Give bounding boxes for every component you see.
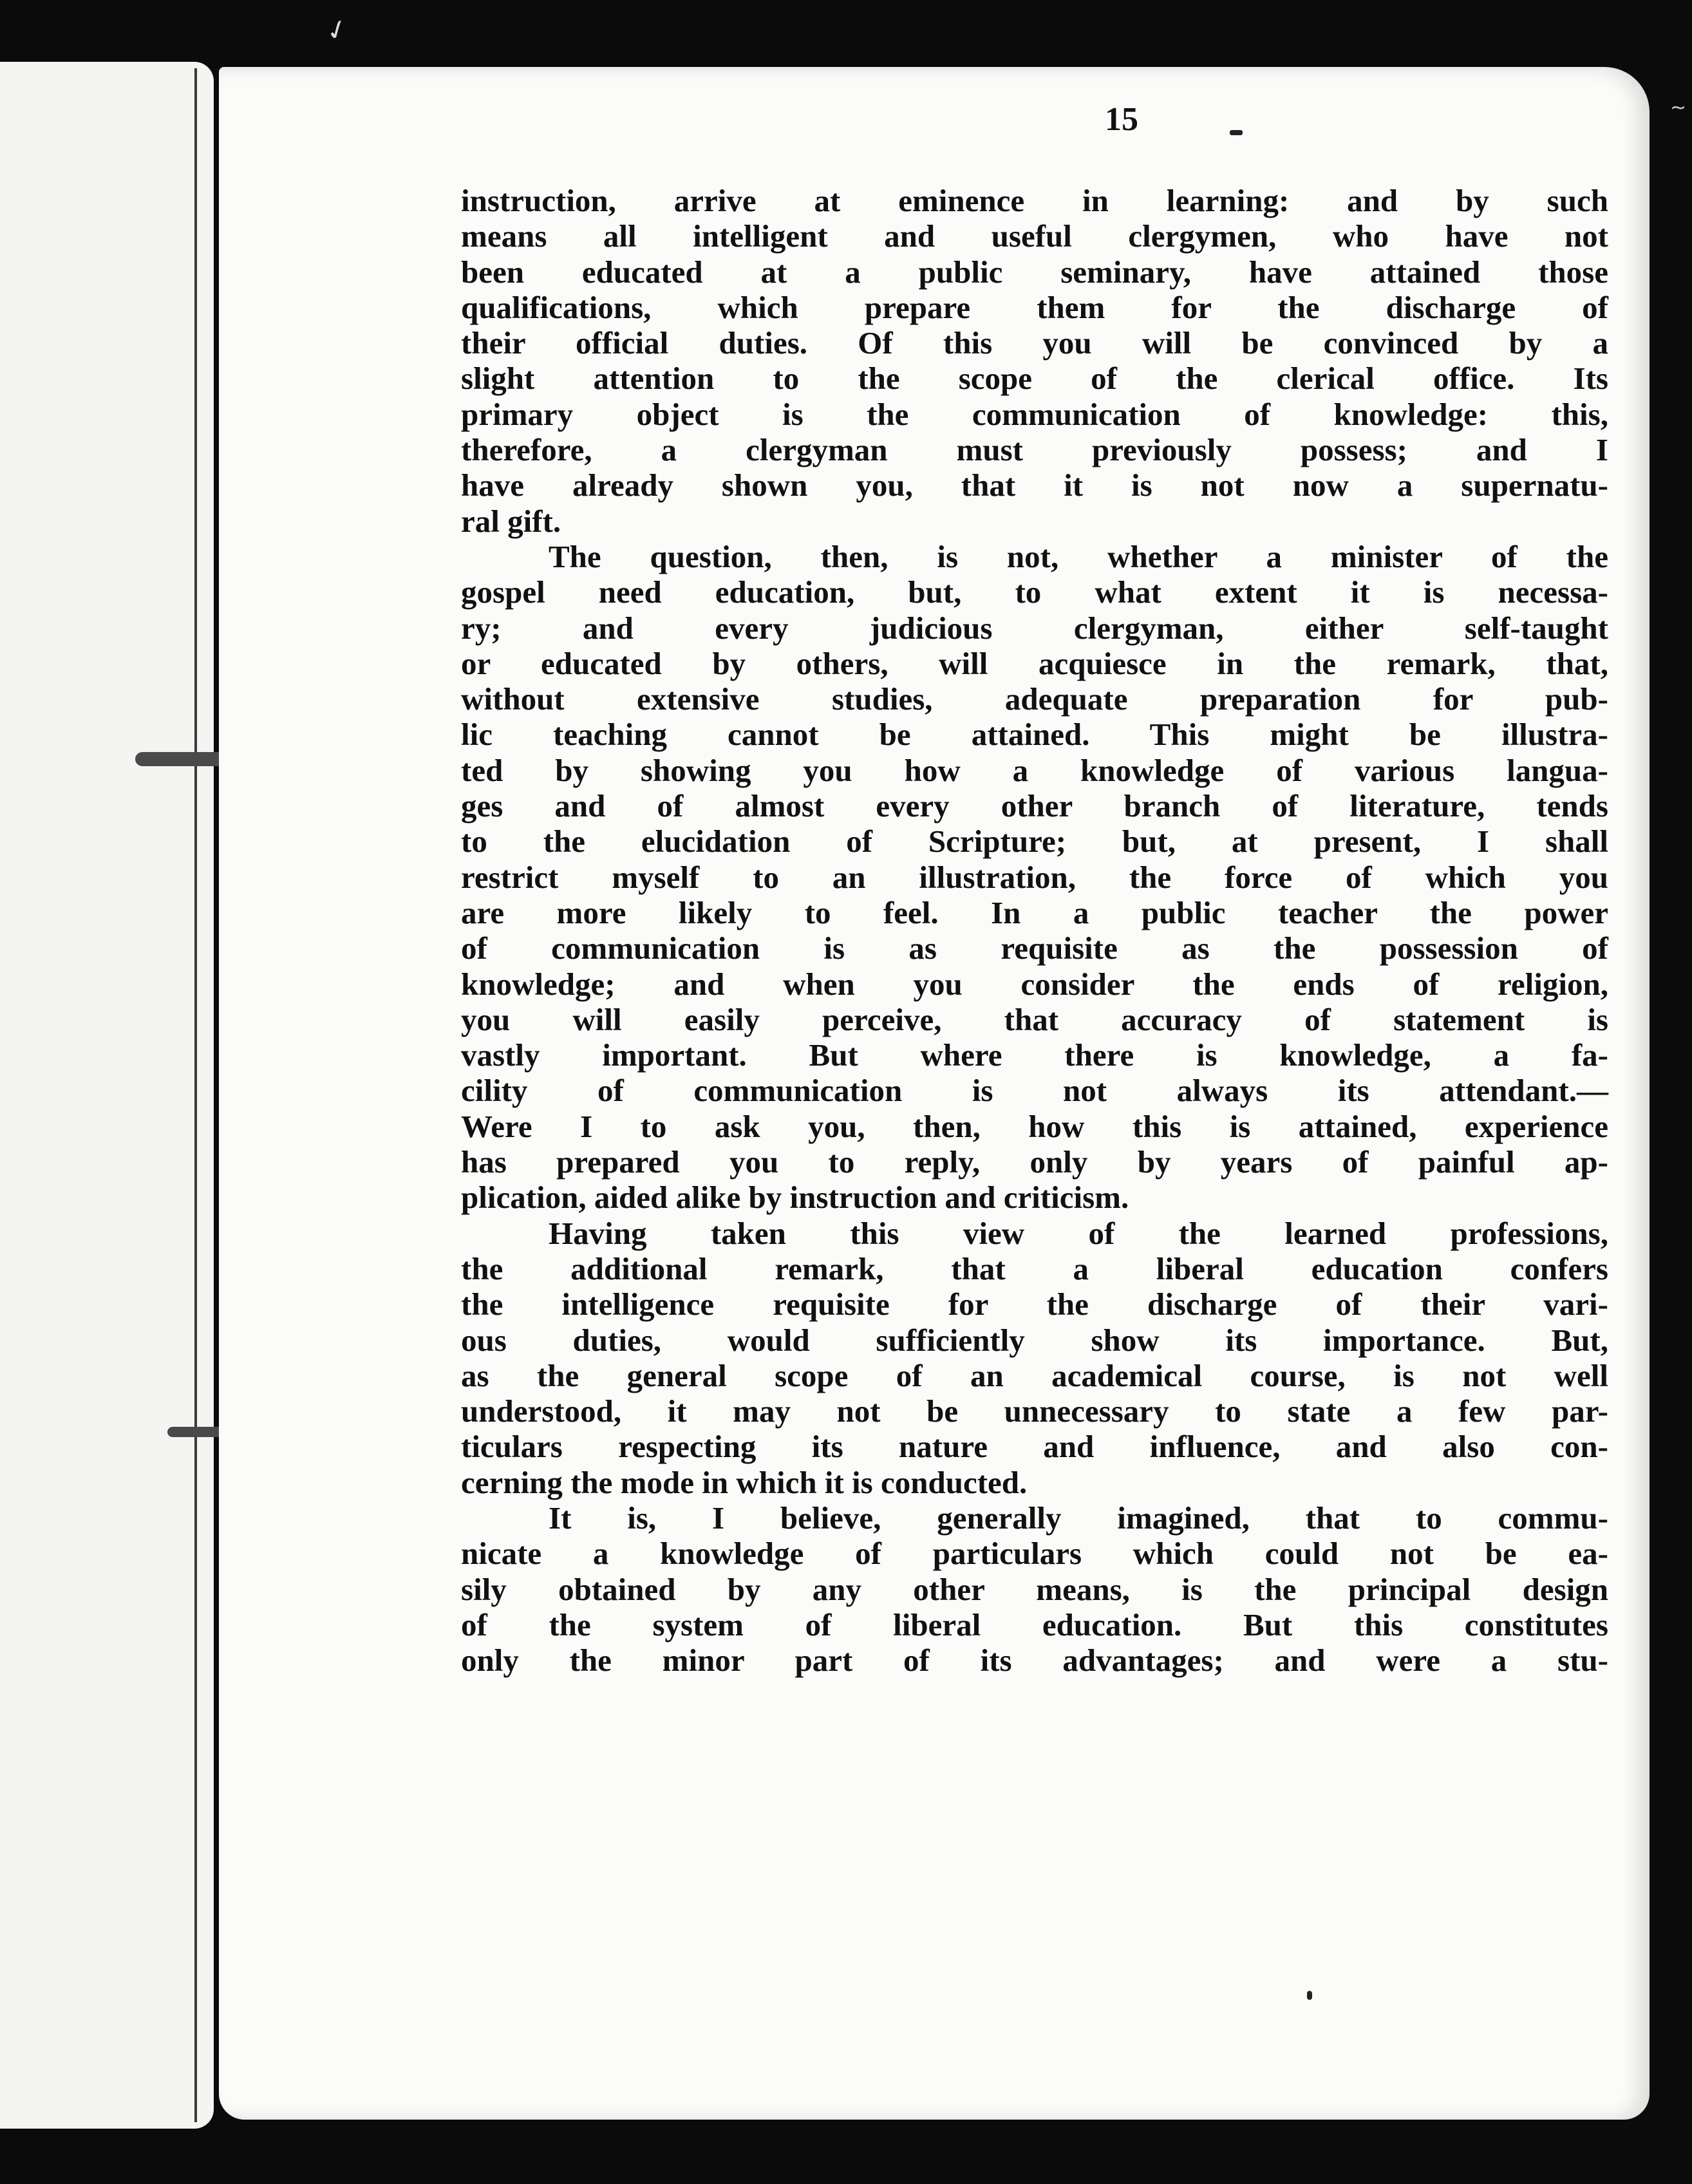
text-line: ted by showing you how a knowledge of various langua- [461,752,1608,788]
text-line: sily obtained by any other means, is the principal design [461,1571,1608,1607]
page-number: 15 [1105,101,1138,138]
text-line: knowledge; and when you consider the ends of religion, [461,966,1608,1002]
text-line: ous duties, would sufficiently show its importance. But, [461,1322,1608,1358]
text-line: restrict myself to an illustration, the force of which you [461,859,1608,895]
text-line: vastly important. But where there is knowledge, a fa- [461,1037,1608,1073]
text-line: plication, aided alike by instruction and criticism. [461,1180,1129,1216]
text-line: understood, it may not be unnecessary to state a few par- [461,1393,1608,1429]
text-line: ticulars respecting its nature and influence, and also con- [461,1429,1608,1465]
text-line: Having taken this view of the learned professions, [549,1215,1608,1251]
text-line: Were I to ask you, then, how this is attained, experience [461,1108,1608,1144]
text-line: the intelligence requisite for the discharge of their vari- [461,1286,1608,1323]
text-line: to the elucidation of Scripture; but, at present, I shall [461,824,1608,860]
text-line: slight attention to the scope of the clerical office. Its [461,361,1608,397]
text-line: means all intelligent and useful clergymen, who have not [461,218,1608,254]
print-speck-mark [1307,1991,1312,2000]
scan-edge-mark: ~ [1670,97,1687,119]
text-line: have already shown you, that it is not now a supernatu- [461,467,1608,504]
left-page-edge [0,62,214,2129]
text-line: primary object is the communication of knowledge: this, [461,396,1608,432]
text-line: qualifications, which prepare them for the discharge of [461,289,1608,325]
text-line: nicate a knowledge of particulars which could not be ea- [461,1536,1608,1572]
binding-fold-line [194,68,197,2122]
text-line: or educated by others, will acquiesce in the remark, that, [461,645,1608,681]
text-line: therefore, a clergyman must previously possess; and I [461,432,1608,468]
text-line: as the general scope of an academical course, is not well [461,1357,1608,1393]
text-line: lic teaching cannot be attained. This might be illustra- [461,717,1608,753]
text-line: It is, I believe, generally imagined, that to commu- [549,1500,1608,1536]
text-line: The question, then, is not, whether a minister of the [549,538,1608,574]
text-line: of communication is as requisite as the possession of [461,930,1608,966]
print-speck-mark [1230,130,1243,135]
text-line: only the minor part of its advantages; and were a stu- [461,1643,1608,1679]
body-text [461,183,1608,1678]
text-line: the additional remark, that a liberal education confers [461,1250,1608,1286]
text-line: their official duties. Of this you will be convinced by a [461,325,1608,361]
text-line: ral gift. [461,503,561,539]
text-line: ry; and every judicious clergyman, either self-taught [461,610,1608,646]
text-line: been educated at a public seminary, have attained those [461,254,1608,290]
scan-corner-mark: ✓ [321,11,353,49]
text-line: you will easily perceive, that accuracy of statement is [461,1001,1608,1037]
text-line: ges and of almost every other branch of literature, tends [461,788,1608,824]
book-page [219,67,1650,2120]
text-line: without extensive studies, adequate preparation for pub- [461,681,1608,717]
text-line: gospel need education, but, to what extent it is necessa- [461,574,1608,610]
text-line: has prepared you to reply, only by years of painful ap- [461,1144,1608,1180]
text-line: instruction, arrive at eminence in learning: and by such [461,183,1608,218]
text-line: cility of communication is not always its attendant.— [461,1073,1608,1109]
text-line: cerning the mode in which it is conducted. [461,1464,1028,1500]
text-line: are more likely to feel. In a public teacher the power [461,894,1608,930]
text-line: of the system of liberal education. But this constitutes [461,1606,1608,1643]
